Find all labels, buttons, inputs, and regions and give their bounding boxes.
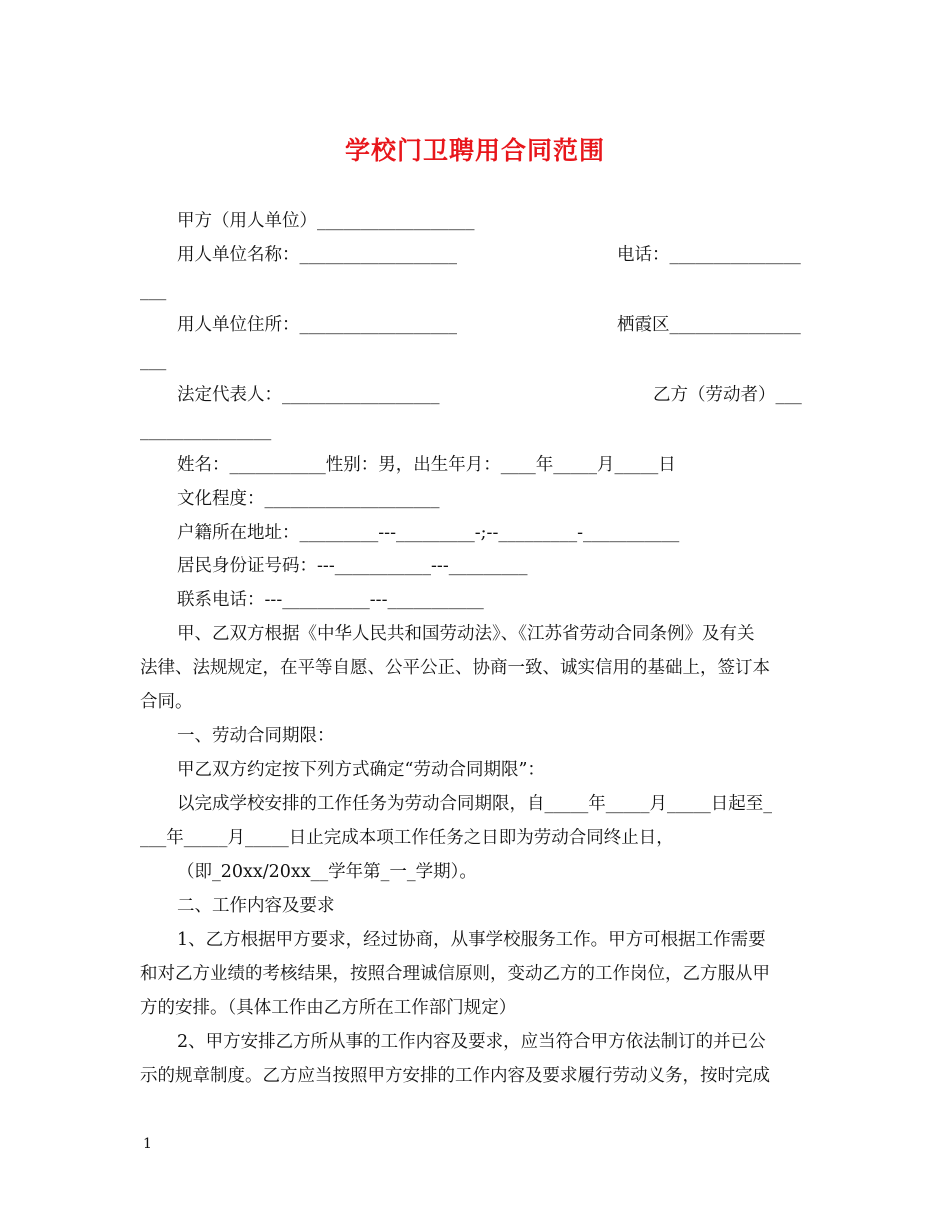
section-2-heading: 二、工作内容及要求 [177,896,335,916]
section-1-paragraph-3: （即_20xx/20xx__学年第_一_学期）。 [177,862,477,882]
unit-address-line: 用人单位住所：__________________ [177,315,457,335]
section-1-paragraph-2-line-2: ___年_____月_____日止完成本项工作任务之日即为劳动合同终止日， [140,828,674,848]
legal-rep-line: 法定代表人：__________________ [177,385,440,405]
phone-line-wrap: ___ [140,281,167,301]
household-address-line: 户籍所在地址：_________---_________-;--_________-___________ [177,523,680,543]
section-1-paragraph-1: 甲乙双方约定按下列方式确定“劳动合同期限”： [177,760,545,780]
intro-paragraph-line-3: 合同。 [140,692,193,712]
district-line: 栖霞区_______________ [617,315,801,335]
district-line-wrap: ___ [140,351,167,371]
party-b-line: 乙方（劳动者）___ [653,385,802,405]
intro-paragraph-line-2: 法律、法规规定，在平等自愿、公平公正、协商一致、诚实信用的基础上，签订本 [140,658,770,678]
education-line: 文化程度：____________________ [177,489,440,509]
party-a-line: 甲方（用人单位）__________________ [177,211,475,231]
intro-paragraph-line-1: 甲、乙双方根据《中华人民共和国劳动法》、《江苏省劳动合同条例》及有关 [177,624,755,644]
section-2-item-2-line-1: 2、甲方安排乙方所从事的工作内容及要求，应当符合甲方依法制订的并已公 [177,1032,766,1052]
phone-line: 电话：_______________ [617,245,801,265]
name-gender-birth-line: 姓名：___________性别：男，出生年月：____年_____月_____日 [177,455,676,475]
section-2-item-1-line-1: 1、乙方根据甲方要求，经过协商，从事学校服务工作。甲方可根据工作需要 [177,930,766,950]
document-title: 学校门卫聘用合同范围 [344,136,605,165]
section-2-item-2-line-2: 示的规章制度。乙方应当按照甲方安排的工作内容及要求履行劳动义务，按时完成 [140,1066,770,1086]
section-2-item-1-line-2: 和对乙方业绩的考核结果，按照合理诚信原则，变动乙方的工作岗位，乙方服从甲 [140,964,770,984]
party-b-line-wrap: _______________ [140,421,272,441]
page-number: 1 [143,1136,152,1152]
contact-phone-line: 联系电话：---__________---___________ [177,590,484,610]
section-1-heading: 一、劳动合同期限： [177,726,335,746]
id-number-line: 居民身份证号码：---___________---_________ [177,556,528,576]
section-2-item-1-line-3: 方的安排。（具体工作由乙方所在工作部门规定） [140,998,517,1018]
section-1-paragraph-2-line-1: 以完成学校安排的工作任务为劳动合同期限，自_____年_____月_____日起至_ [177,794,772,814]
unit-name-line: 用人单位名称：__________________ [177,245,457,265]
